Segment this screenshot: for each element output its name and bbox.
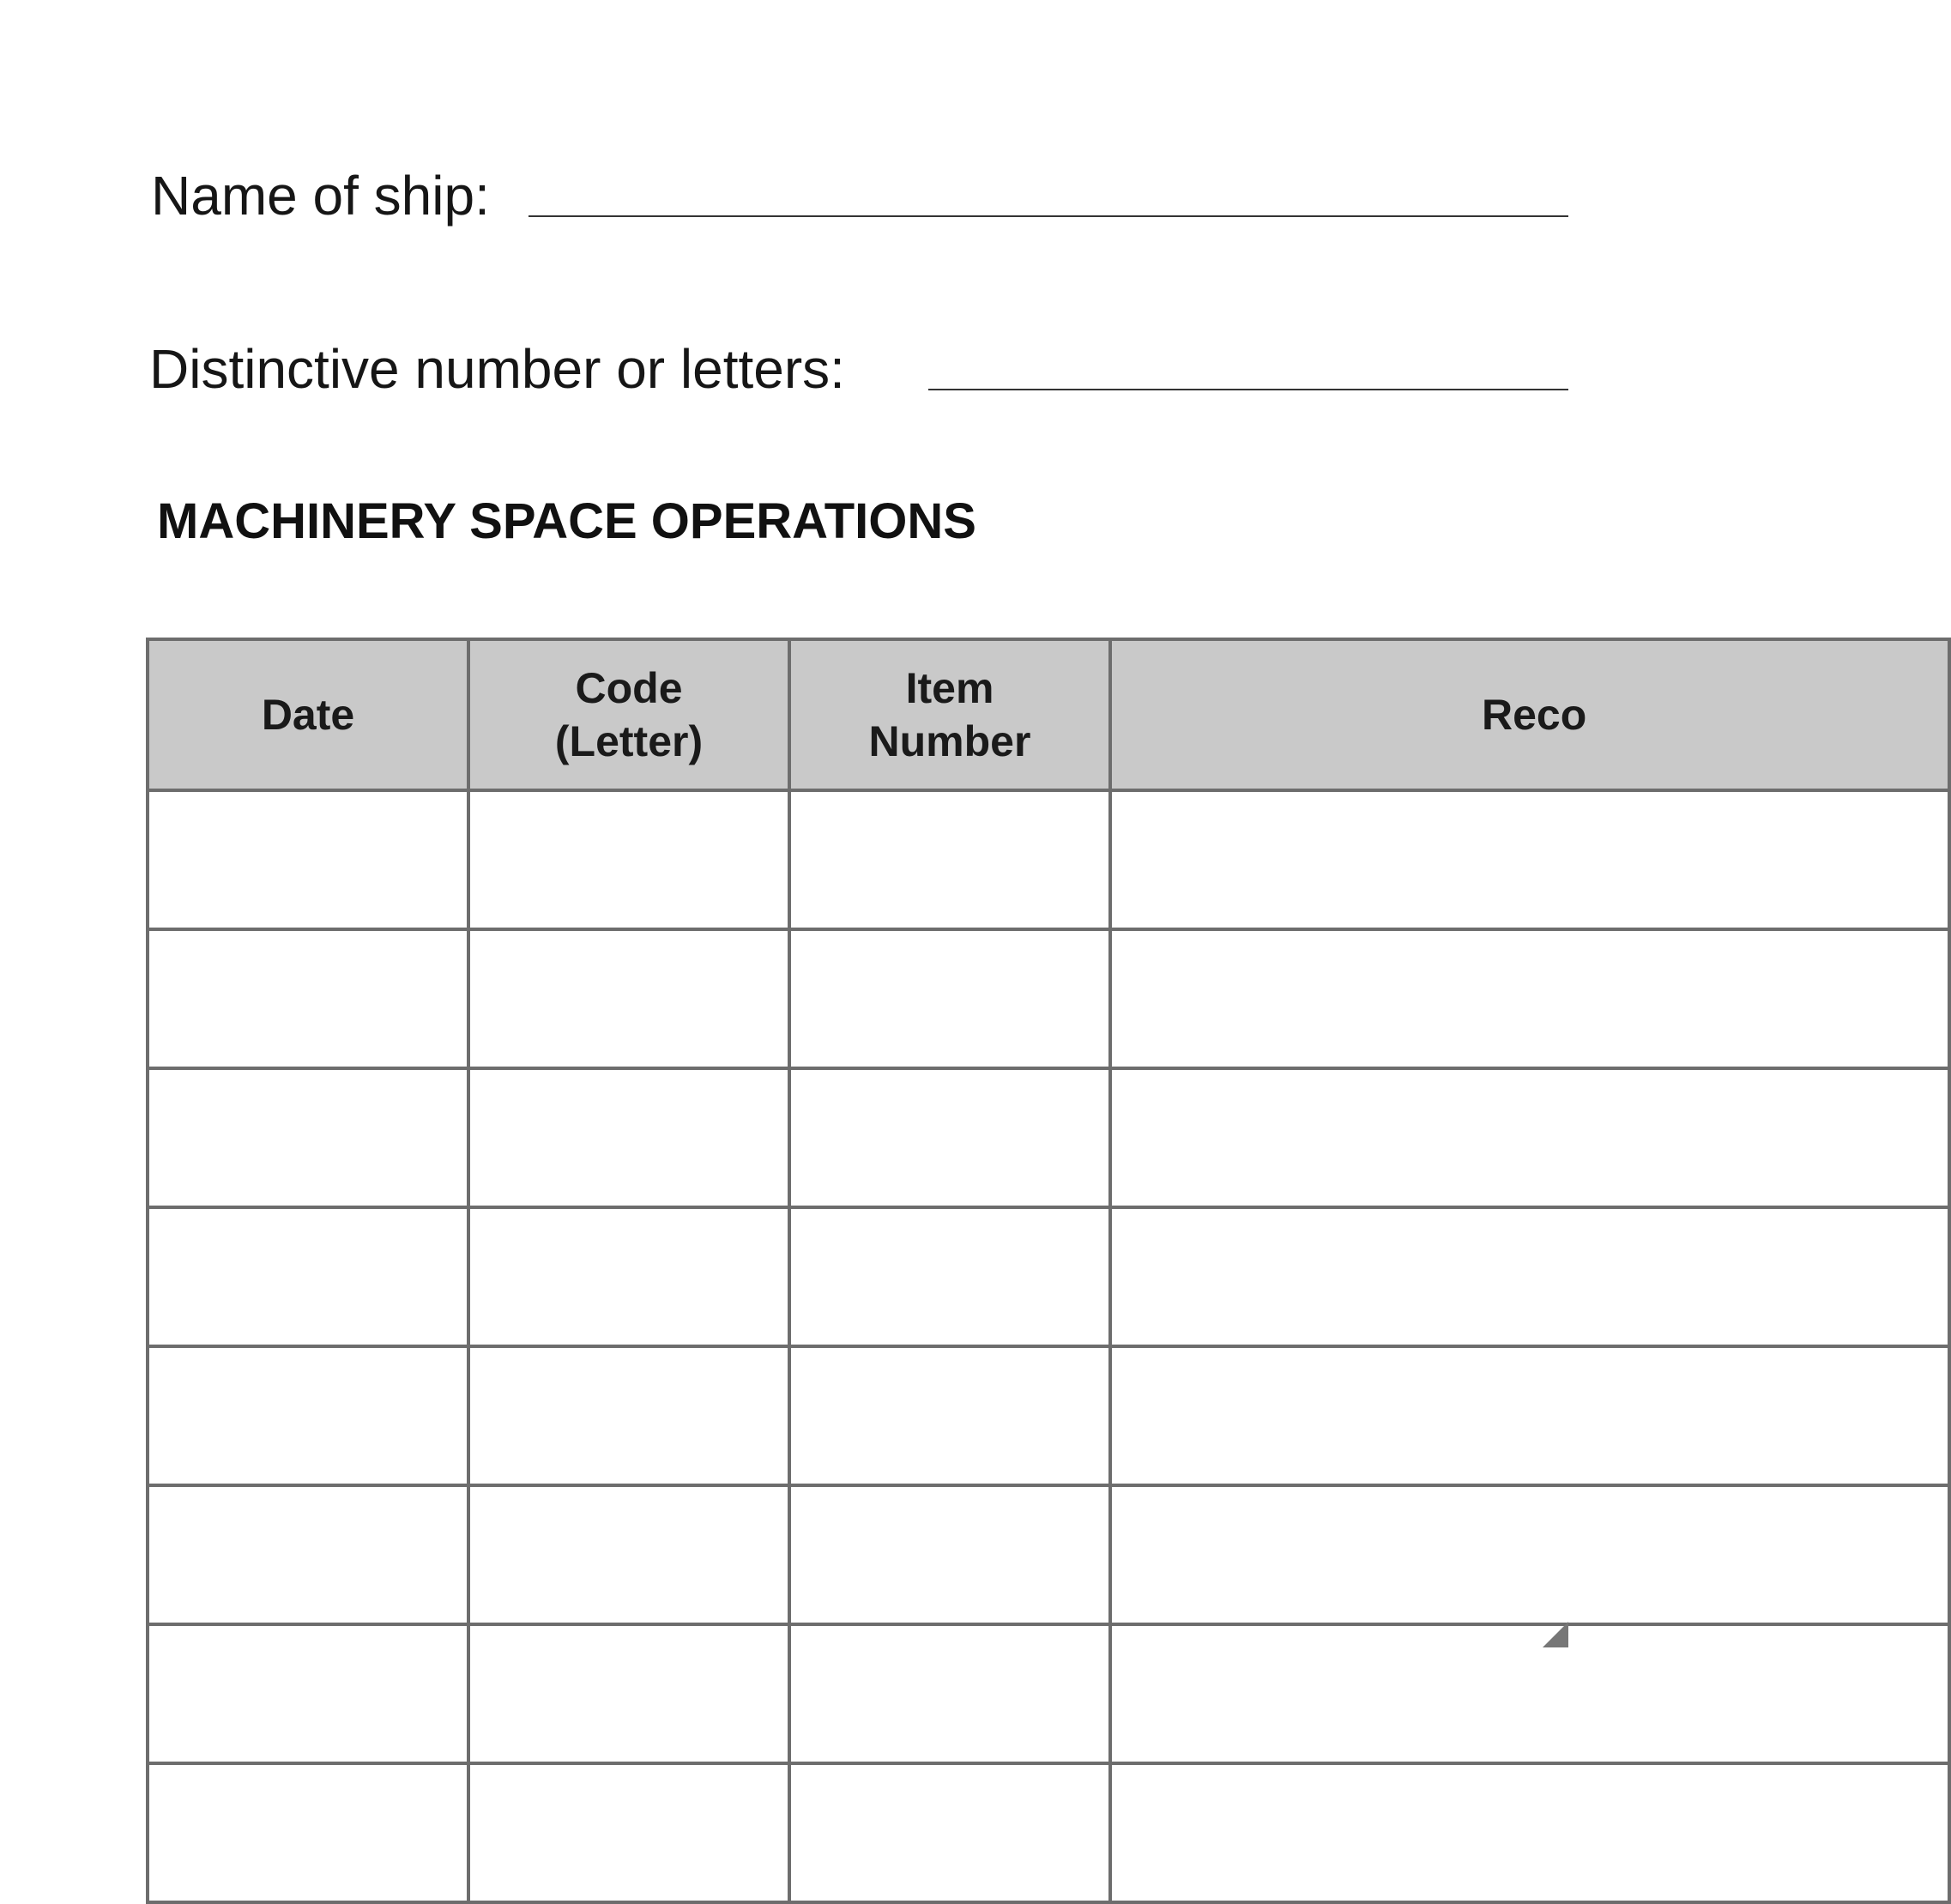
- distinctive-number-label: Distinctive number or letters:: [149, 338, 845, 400]
- record-cell[interactable]: [1110, 1346, 1949, 1485]
- item-number-cell[interactable]: [789, 1485, 1110, 1624]
- item-number-cell[interactable]: [789, 1624, 1110, 1763]
- code-letter-cell[interactable]: [468, 1763, 789, 1902]
- date-cell[interactable]: [148, 1763, 468, 1902]
- table-header-row: [148, 639, 1949, 790]
- record-cell[interactable]: [1110, 1485, 1949, 1624]
- item-number-cell[interactable]: [789, 929, 1110, 1068]
- item-number-cell[interactable]: [789, 1207, 1110, 1346]
- header-number-text: Number: [868, 717, 1031, 765]
- table-row: [148, 1485, 1949, 1624]
- date-cell[interactable]: [148, 1068, 468, 1207]
- header-item-text: Item: [905, 664, 994, 712]
- date-cell[interactable]: [148, 790, 468, 929]
- table-row: [148, 929, 1949, 1068]
- record-cell[interactable]: [1110, 790, 1949, 929]
- header-code-text: Code: [575, 664, 683, 712]
- code-letter-cell[interactable]: [468, 1207, 789, 1346]
- code-letter-cell[interactable]: [468, 1485, 789, 1624]
- date-cell[interactable]: [148, 1624, 468, 1763]
- log-table: [146, 638, 1951, 1904]
- header-record-text: Reco: [1482, 691, 1587, 739]
- code-letter-cell[interactable]: [468, 929, 789, 1068]
- header-date: [148, 639, 468, 790]
- ship-name-label: Name of ship:: [151, 165, 490, 227]
- date-cell[interactable]: [148, 1346, 468, 1485]
- code-letter-cell[interactable]: [468, 1346, 789, 1485]
- item-number-cell[interactable]: [789, 1763, 1110, 1902]
- code-letter-cell[interactable]: [468, 790, 789, 929]
- date-cell[interactable]: [148, 929, 468, 1068]
- table-row: [148, 790, 1949, 929]
- record-cell[interactable]: [1110, 1763, 1949, 1902]
- header-record: [1110, 639, 1949, 790]
- item-number-cell[interactable]: [789, 1346, 1110, 1485]
- header-letter-text: (Letter): [554, 717, 704, 765]
- table-row: [148, 1624, 1949, 1763]
- item-number-cell[interactable]: [789, 790, 1110, 929]
- record-cell[interactable]: [1110, 1068, 1949, 1207]
- log-table-body: [148, 790, 1949, 1902]
- item-number-cell[interactable]: [789, 1068, 1110, 1207]
- code-letter-cell[interactable]: [468, 1068, 789, 1207]
- section-title: MACHINERY SPACE OPERATIONS: [157, 493, 976, 549]
- table-row: [148, 1068, 1949, 1207]
- table-row: [148, 1207, 1949, 1346]
- record-cell[interactable]: [1110, 929, 1949, 1068]
- header-item-number: [789, 639, 1110, 790]
- table-row: [148, 1763, 1949, 1902]
- log-table-container: [146, 638, 1587, 1647]
- page-curl-icon: [1543, 1622, 1568, 1647]
- header-date-text: Date: [261, 691, 355, 739]
- header-code-letter: [468, 639, 789, 790]
- date-cell[interactable]: [148, 1207, 468, 1346]
- code-letter-cell[interactable]: [468, 1624, 789, 1763]
- date-cell[interactable]: [148, 1485, 468, 1624]
- record-cell[interactable]: [1110, 1624, 1949, 1763]
- ship-name-field[interactable]: [529, 215, 1568, 217]
- distinctive-number-field[interactable]: [928, 389, 1568, 390]
- table-row: [148, 1346, 1949, 1485]
- record-cell[interactable]: [1110, 1207, 1949, 1346]
